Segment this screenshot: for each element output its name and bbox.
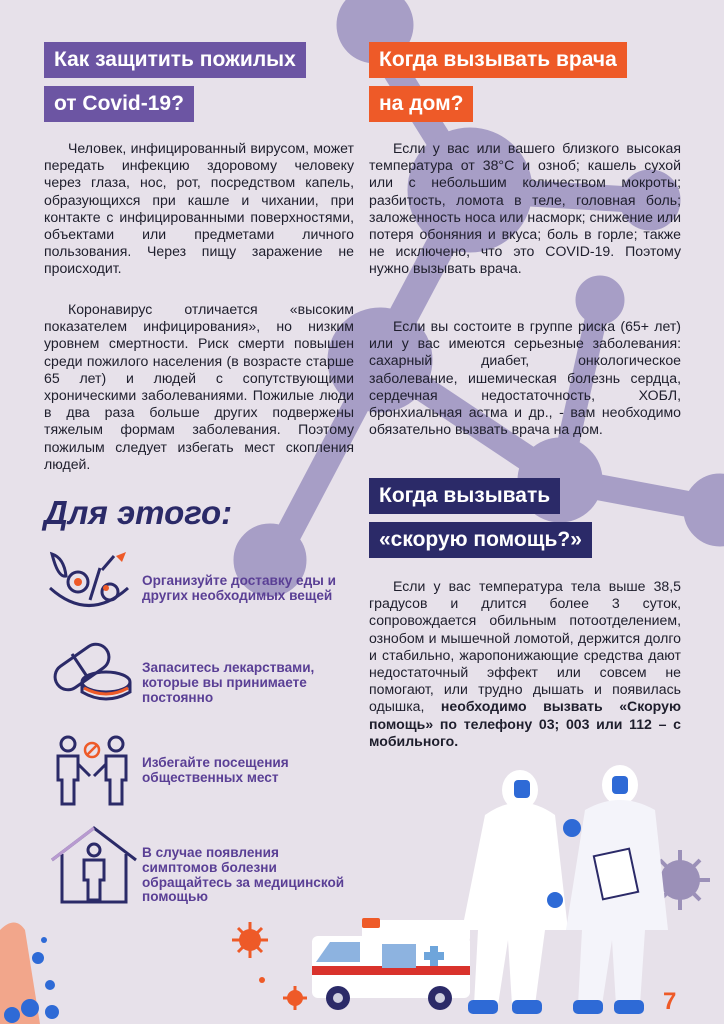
page-number: 7 bbox=[663, 988, 677, 1015]
food-delivery-icon bbox=[44, 548, 134, 616]
right-heading2-line-2: «скорую помощь?» bbox=[369, 522, 592, 558]
tip-text-3: Избегайте посещения общественных мест bbox=[142, 755, 289, 785]
right-heading2-line-1: Когда вызывать bbox=[369, 478, 560, 514]
tip-text-2: Запаситесь лекарствами, которые вы принимаете постоянно bbox=[142, 660, 315, 705]
left-paragraph-1: Человек, инфицированный вирусом, может передать инфекцию здоровому человеку через глаза, нос, рот, посредством капель, образующихся при кашле и чихании, при контакте с инфицированными поверхностями, объектами или предметами личного пользования. Через пищу заражение не происходит. bbox=[44, 140, 354, 277]
right-paragraph-3-text: Если у вас температура тела выше 38,5 градусов и длится более 3 суток, сопровождается обильным потоотделением, ознобом и мышечной ломотой, держится долго и стабильно, жаропонижающие средства дают недостаточный эффект или совсем не помогают, или трудно дышать и появилась одышка, bbox=[369, 578, 681, 715]
tip-text-4: В случае появления симптомов болезни обращайтесь за медицинской помощью bbox=[142, 845, 345, 905]
house-person-icon bbox=[46, 824, 142, 904]
left-heading-line-1: Как защитить пожилых bbox=[44, 42, 306, 78]
right-paragraph-2: Если вы состоите в группе риска (65+ лет) или у вас имеются серьезные заболевания: сахарный диабет, онкологическое заболевание, ишемическая болезнь сердца, сердечная недостаточность, ХОБЛ, бронхиальная астма и др., - вам необходимо обязательно вызвать врача на дом. bbox=[369, 318, 681, 438]
right-paragraph-3 bbox=[369, 578, 681, 750]
tip-text-1: Организуйте доставку еды и других необходимых вещей bbox=[142, 573, 336, 603]
right-heading-line-1: Когда вызывать врача bbox=[369, 42, 627, 78]
subheading-for-this: Для этого: bbox=[44, 494, 233, 531]
right-paragraph-3-bold: необходимо вызвать «Скорую помощь» по телефону 03; 003 или 112 – с мобильного. bbox=[369, 698, 681, 749]
right-heading-line-2: на дом? bbox=[369, 86, 473, 122]
left-heading-line-2: от Covid-19? bbox=[44, 86, 194, 122]
hand-washing-illustration bbox=[0, 923, 59, 1024]
left-paragraph-2: Коронавирус отличается «высоким показателем инфицирования», но низким уровнем смертности. Риск смерти повышен среди пожилого населения (в возрасте старше 65 лет) и людей с сопутствующими хроническими заболеваниями. Пожилые люди в два раза больше других подвержены тяжелым формам заболевания. Поэтому пожилым следует избегать мест скопления людей. bbox=[44, 301, 354, 472]
pills-icon bbox=[48, 636, 134, 706]
no-contact-icon bbox=[50, 734, 134, 806]
right-paragraph-1: Если у вас или вашего близкого высокая температура от 38°C и озноб; кашель сухой или с небольшим количеством мокроты; разбитость, ломота в теле, головная боль; заложенность носа или насморк; снижение или потеря обоняния и вкуса; боль в горле; также не исключено, что это COVID-19. Поэтому нужно вызывать врача. bbox=[369, 140, 681, 277]
ambulance-illustration bbox=[312, 918, 470, 1010]
doctors-illustration bbox=[462, 765, 668, 1014]
red-virus-icon bbox=[232, 922, 307, 1010]
